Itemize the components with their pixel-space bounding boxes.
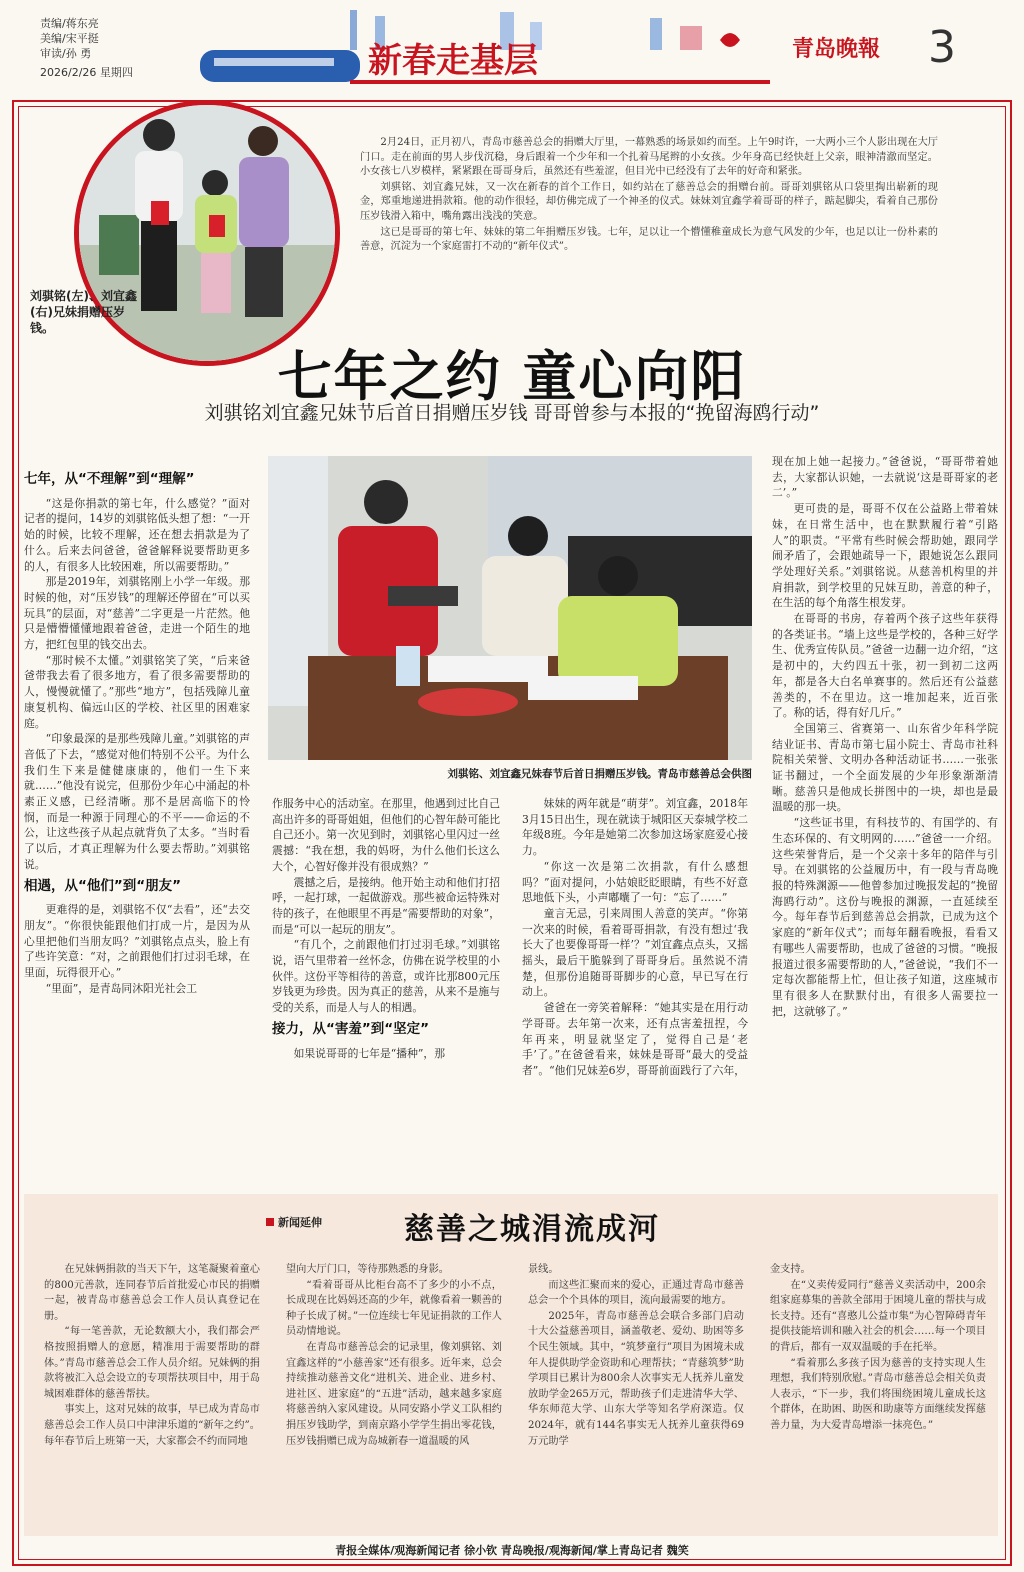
- issue-date: 2026/2/26 星期四: [40, 66, 133, 79]
- intro-paragraph: 刘骐铭、刘宜鑫兄妹，又一次在新春的首个工作日，如约站在了慈善总会的捐赠台前。哥哥刘骐铭从口袋里掏出崭新的现金，郑重地递进捐款箱。他的动作很轻，却仿佛完成了一个神圣的仪式。妹妹刘宜鑫学着哥哥的样子，踮起脚尖，看着自己那份压岁钱滑入箱中，嘴角露出浅浅的笑意。: [360, 181, 938, 222]
- related-paragraph: “每一笔善款，无论数额大小，我们都会严格按照捐赠人的意愿，精准用于需要帮助的群体。”青岛市慈善总会工作人员介绍。兄妹俩的捐款将被汇入总会设立的专项帮扶项目中，用于岛城困难群体的慈善帮扶。: [44, 1326, 260, 1400]
- article-paragraph: 更可贵的是，哥哥不仅在公益路上带着妹妹，在日常生活中，也在默默履行着“引路人”的职责。“平常有些时候会帮助她，跟同学闹矛盾了，会跟她疏导一下，跟她说怎么跟同学处理好关系。”刘骐铭说。从慈善机构里的并肩捐款，到学校里的兄妹互助，善意的种子，在生活的每个角落生根发芽。: [772, 502, 998, 610]
- portrait-caption: 刘骐铭(左)、刘宜鑫(右)兄妹捐赠压岁钱。: [30, 289, 137, 335]
- article-paragraph: 那是2019年，刘骐铭刚上小学一年级。那时候的他，对“压岁钱”的理解还停留在“可以买玩具”的层面，对“慈善”二字更是一片茫然。他只是懵懵懂懂地跟着爸爸，走进一个陌生的地方，把红包里的钱交出去。: [24, 575, 250, 652]
- article-paragraph: 爸爸在一旁笑着解释：“她其实是在用行动学哥哥。去年第一次来，还有点害羞扭捏，今年再来，明显就坚定了，觉得自己是‘老手’了。”在爸爸看来，妹妹是哥哥“最大的受益者”。“他们兄妹差6岁，哥哥前面践行了六年，: [522, 1001, 748, 1077]
- ribbon-icon: [720, 33, 740, 47]
- related-column-2: [286, 1262, 502, 1532]
- related-paragraph: 在“义卖传爱同行”慈善义卖活动中，200余组家庭募集的善款全部用于困境儿童的帮扶与成长支持。还有“喜憨儿公益市集”为心智障碍青年提供技能培训和融入社会的机会……每一个项目的背后，都有一双双温暖的手在托举。: [770, 1279, 986, 1353]
- related-news-title: 慈善之城涓流成河: [404, 1212, 660, 1247]
- article-paragraph: 在哥哥的书房，存着两个孩子这些年获得的各类证书。“墙上这些是学校的，各种三好学生、优秀宣传队员。”爸爸一边翻一边介绍，“这是初中的，大约四五十张，初一到初二这两年，都是各大白名单赛事的。然后还有公益慈善类的，不在里边。这一堆加起来，近百张了。称的话，得有好几斤。”: [772, 612, 998, 720]
- credit-designer: 美编/宋平挺: [40, 32, 99, 45]
- pagoda-shape: [680, 26, 702, 50]
- article-paragraph: “这是你捐款的第七年，什么感觉？”面对记者的提问，14岁的刘骐铭低头想了想：“一开始的时候，比较不理解，还在想去捐款是为了什么。后来去问爸爸，爸爸解释说要帮助更多的人，有很多人比较困难，所以需要帮助。”: [24, 496, 250, 573]
- article-column-1: [24, 466, 250, 1178]
- article-paragraph: 作服务中心的活动室。在那里，他遇到过比自己高出许多的哥哥姐姐，但他们的心智年龄可能比自己还小。第一次见到时，刘骐铭心里闪过一丝震撼：“我在想，我的妈呀，为什么他们长这么大个，心智好像并没有很成熟？”: [272, 797, 500, 873]
- intro-paragraph: 这已是哥哥的第七年、妹妹的第二年捐赠压岁钱。七年，足以让一个懵懂稚童成长为意气风发的少年，也足以让一份朴素的善意，沉淀为一个家庭雷打不动的“新年仪式”。: [360, 226, 938, 253]
- related-news-tag: 新闻延伸: [266, 1214, 322, 1230]
- tower-shape-5: [650, 18, 662, 50]
- related-column-1: [44, 1262, 260, 1532]
- banner-title: 新春走基层: [368, 41, 538, 81]
- article-column-4: [772, 454, 998, 1178]
- intro-lead: [360, 136, 938, 256]
- page-number: 3: [928, 22, 956, 73]
- tower-shape-1: [350, 10, 357, 50]
- article-headline: 七年之约 童心向阳: [277, 345, 747, 408]
- intro-paragraph: 2月24日，正月初八，青岛市慈善总会的捐赠大厅里，一幕熟悉的场景如约而至。上午9时许，一大两小三个人影出现在大厅门口。走在前面的男人步伐沉稳，身后跟着一个少年和一个扎着马尾辫的小女孩。少年身高已经快赶上父亲，眼神清澈而坚定。小女孩七八岁模样，紧紧跟在哥哥身后，虽然还有些羞涩，但目光中已经没有了去年的好奇和紧张。: [360, 137, 938, 178]
- related-paragraph: “看着那么多孩子因为慈善的支持实现人生理想，我们特别欣慰。”青岛市慈善总会相关负责人表示，“下一步，我们将围绕困境儿童成长这个群体，在助困、助医和助康等方面继续发挥慈善力量，为大爱青岛增添一抹亮色。”: [770, 1357, 986, 1431]
- related-paragraph: 景线。: [528, 1264, 559, 1275]
- article-column-2: [272, 796, 500, 1178]
- article-column-3: [522, 796, 748, 1178]
- credit-proofreader: 审读/孙 勇: [40, 47, 92, 60]
- credit-editor: 责编/蒋东亮: [40, 17, 99, 30]
- related-paragraph: 金支持。: [770, 1264, 811, 1275]
- related-paragraph: 2025年，青岛市慈善总会联合多部门启动十大公益慈善项目，涵盖敬老、爱幼、助困等多个民生领域。其中，“筑梦童行”项目为困境未成年人提供助学金资助和心理帮扶；“青慈筑梦”助学项目已累计为800余人次事实无人抚养儿童发放助学金265万元，帮助孩子们走进清华大学、华东师范大学、山东大学等知名学府深造。仅2024年，就有144名事实无人抚养儿童获得69万元助学: [528, 1310, 744, 1447]
- article-paragraph: “有几个，之前跟他们打过羽毛球。”刘骐铭说，语气里带着一丝怀念，仿佛在说学校里的小伙伴。这份平等相待的善意，或许比那800元压岁钱更为珍贵。因为真正的慈善，从来不是施与受的关系，而是人与人的相遇。: [272, 938, 500, 1015]
- article-paragraph: 童言无忌，引来周围人善意的笑声。“你第一次来的时候，看着哥哥捐款，有没有想过‘我长大了也要像哥哥一样’？”刘宜鑫点点头，又摇摇头，最后干脆躲到了哥哥身后。虽然说不清楚，但那份追随哥哥脚步的心意，早已写在行动上。: [522, 906, 748, 999]
- reporter-byline: 青报全媒体/观海新闻记者 徐小钦 青岛晚报/观海新闻/掌上青岛记者 魏笑: [335, 1544, 689, 1557]
- related-paragraph: 而这些汇聚而来的爱心，正通过青岛市慈善总会一个个具体的项目，流向最需要的地方。: [528, 1279, 744, 1307]
- article-paragraph: 全国第三、省赛第一、山东省少年科学院结业证书、青岛市第七届小院士、青岛市社科院相关荣誉、文明办各种活动证书……一张张证书翻过，一个全面发展的少年形象渐渐清晰。慈善只是他成长拼图中的一块，却也是最温暖的那一块。: [772, 721, 998, 814]
- newspaper-logo: 青岛晚報: [792, 36, 881, 62]
- article-paragraph: 如果说哥哥的七年是“播种”，那: [293, 1046, 445, 1060]
- section-heading: 七年，从“不理解”到“理解”: [24, 471, 195, 487]
- article-paragraph: 更难得的是，刘骐铭不仅“去看”，还“去交朋友”。“你很快能跟他们打成一片，是因为从心里把他们当朋友吗？”刘骐铭点点头，脸上有了些许笑意：“对，之前跟他们打过羽毛球，在里面，玩得很开心。”: [24, 903, 250, 980]
- spring-festival-banner: [200, 10, 790, 96]
- article-paragraph: 妹妹的两年就是“萌芽”。刘宜鑫，2018年3月15日出生，现在就读于城阳区天泰城学校二年级8班。今年是她第二次参加这场家庭爱心接力。: [522, 797, 748, 858]
- article-paragraph: 现在加上她一起接力。”爸爸说，“哥哥带着她去，大家都认识她，一去就说‘这是哥哥家的老二’。”: [772, 455, 998, 500]
- donation-photo: [268, 456, 752, 760]
- related-paragraph: “看着哥哥从比柜台高不了多少的小不点，长成现在比妈妈还高的少年，就像看着一颗善的种子长成了树。”一位连续七年见证捐款的工作人员动情地说。: [286, 1279, 502, 1338]
- article-paragraph: “你这一次是第二次捐款，有什么感想吗？”面对提问，小姑娘眨眨眼睛，有些不好意思地低下头，小声嘟囔了一句：“忘了……”: [522, 859, 748, 905]
- related-column-4: [770, 1262, 986, 1532]
- article-paragraph: 震撼之后，是接纳。他开始主动和他们打招呼，一起打球，一起做游戏。那些被命运特殊对待的孩子，在他眼里不再是“需要帮助的对象”，而是“可以一起玩的朋友”。: [272, 875, 500, 936]
- related-column-3: [528, 1262, 744, 1532]
- article-paragraph: “那时候不太懂。”刘骐铭笑了笑，“后来爸爸带我去看了很多地方，看了很多需要帮助的人，慢慢就懂了。”那些“地方”，包括残障儿童康复机构、偏远山区的学校、社区里的困难家庭。: [24, 653, 250, 730]
- article-paragraph: “里面”，是青岛同沐阳光社会工: [45, 981, 197, 995]
- editor-credits: [40, 16, 133, 80]
- article-paragraph: “印象最深的是那些残障儿童。”刘骐铭的声音低了下去，“感觉对他们特别不公平。为什么我们生下来是健健康康的，他们一生下来就……”他没有说完，但那份少年心中涌起的朴素正义感，已经清晰。那不是居高临下的怜悯，而是一种源于同理心的不平——命运的不公，让这些孩子从起点就背负了太多。“当时看了以后，才真正理解为什么要去帮助。”刘骐铭说。: [24, 732, 250, 871]
- related-paragraph: 望向大厅门口，等待那熟悉的身影。: [286, 1264, 449, 1275]
- related-paragraph: 事实上，这对兄妹的故事，早已成为青岛市慈善总会工作人员口中津津乐道的“新年之约”。每年春节后上班第一天，大家都会不约而同地: [44, 1404, 260, 1447]
- article-paragraph: “这些证书里，有科技节的、有国学的、有生态环保的、有文明网的……”爸爸一一介绍。这些荣誉背后，是一个父亲十多年的陪伴与引导。在刘骐铭的公益履历中，有一段与青岛晚报的特殊渊源——他曾参加过晚报发起的“挽留海鸥行动”。这份与晚报的渊源，一直延续至今。每年春节后到慈善总会捐款，已成为这个家庭的“新年仪式”；而每年翻看晚报，看看又有哪些人需要帮助，也成了爸爸的习惯。“晚报报道过很多需要帮助的人，”爸爸说，“我们不一定每次都能帮上忙，但让孩子知道，这座城市里有很多人在默默付出，有很多人需要拉一把，这就够了。”: [772, 816, 998, 1018]
- section-heading: 相遇，从“他们”到“朋友”: [24, 877, 181, 894]
- article-subheadline: 刘骐铭刘宜鑫兄妹节后首日捐赠压岁钱 哥哥曾参与本报的“挽留海鸥行动”: [204, 402, 820, 424]
- section-heading: 接力，从“害羞”到“坚定”: [272, 1020, 429, 1037]
- related-paragraph: 在青岛市慈善总会的记录里，像刘骐铭、刘宜鑫这样的“小慈善家”还有很多。近年来，总会持续推动慈善文化“进机关、进企业、进乡村、进社区、进家庭”的“五进”活动，越来越多家庭将慈善纳入家风建设。从同安路小学义工队相约捐压岁钱助学，到南京路小学学生捐出零花钱，压岁钱捐赠已成为岛城新春一道温暖的风: [286, 1341, 502, 1447]
- donation-photo-caption: 刘骐铭、刘宜鑫兄妹春节后首日捐赠压岁钱。青岛市慈善总会供图: [447, 768, 752, 780]
- related-paragraph: 在兄妹俩捐款的当天下午，这笔凝聚着童心的800元善款，连同春节后首批爱心市民的捐赠一起，被青岛市慈善总会工作人员认真登记在册。: [44, 1264, 260, 1322]
